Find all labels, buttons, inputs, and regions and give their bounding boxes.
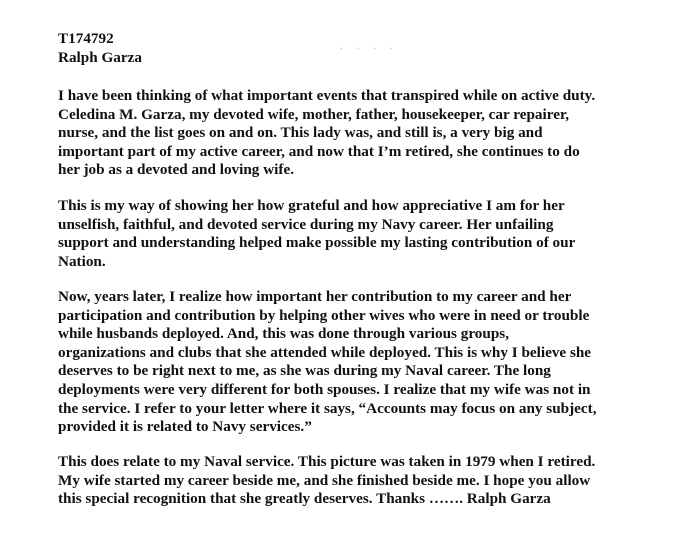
text-line: support and understanding helped make possible my lasting contribution of our — [58, 234, 576, 252]
paragraph-2 — [58, 197, 698, 271]
text-line: while husbands deployed. And, this was done through various groups, — [58, 325, 509, 343]
text-line: deserves to be right next to me, as she was during my Naval career. The long — [58, 362, 551, 380]
text-line: This is my way of showing her how grateful and how appreciative I am for her — [58, 197, 565, 214]
text-line: Now, years later, I realize how important her contribution to my career and her — [58, 288, 572, 305]
document-header — [58, 30, 142, 67]
text-line: unselfish, faithful, and devoted service during my Navy career. Her unfailing — [58, 215, 554, 233]
text-line: deployments were very different for both spouses. I realize that my wife was not in — [58, 380, 591, 398]
text-line: the service. I refer to your letter where it says, “Accounts may focus on any subject, — [58, 399, 597, 417]
text-line: important part of my active career, and now that I’m retired, she continues to do — [58, 142, 580, 160]
text-line: Nation. — [58, 252, 106, 270]
text-line: Celedina M. Garza, my devoted wife, mother, father, housekeeper, car repairer, — [58, 105, 570, 123]
paragraph-4 — [58, 453, 698, 509]
text-line: participation and contribution by helping other wives who were in need or trouble — [58, 306, 590, 324]
text-line: her job as a devoted and loving wife. — [58, 161, 294, 179]
document-id: T174792 — [58, 30, 114, 47]
scan-speckles: · · · · — [340, 44, 399, 53]
paragraph-1 — [58, 87, 698, 180]
paragraph-3 — [58, 288, 698, 437]
text-line: organizations and clubs that she attended while deployed. This is why I believe she — [58, 343, 592, 361]
text-line: this special recognition that she greatly deserves. Thanks ……. Ralph Garza — [58, 490, 551, 508]
text-line: provided it is related to Navy services.” — [58, 418, 312, 436]
text-line: I have been thinking of what important events that transpired while on active duty. — [58, 87, 596, 104]
author-name: Ralph Garza — [58, 48, 142, 66]
text-line: nurse, and the list goes on and on. This lady was, and still is, a very big and — [58, 124, 543, 142]
text-line: My wife started my career beside me, and she finished beside me. I hope you allow — [58, 471, 591, 489]
text-line: This does relate to my Naval service. This picture was taken in 1979 when I retired. — [58, 453, 596, 470]
